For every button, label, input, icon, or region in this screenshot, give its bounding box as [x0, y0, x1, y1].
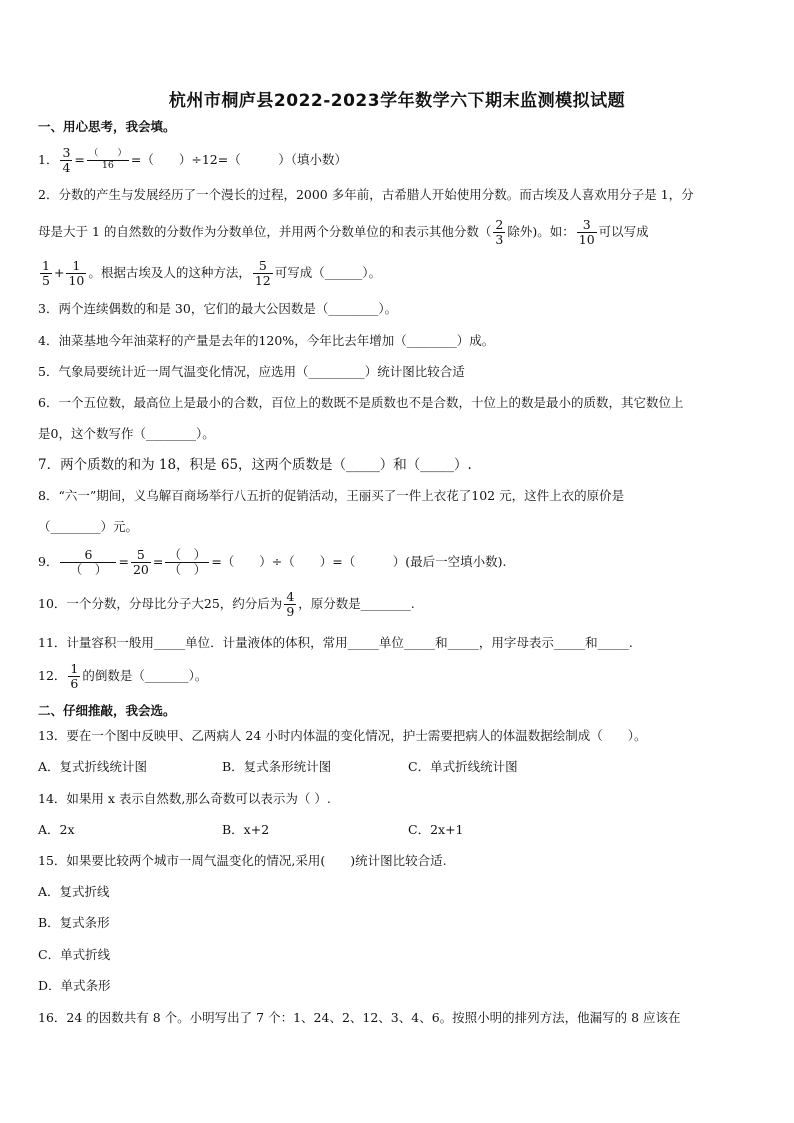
question-16: 16．24 的因数共有 8 个。小明写出了 7 个：1、24、2、12、3、4、6。按照小明的排列方法，他漏写的 8 应该在: [38, 1010, 681, 1025]
option-a: A．2x: [38, 822, 75, 837]
fraction: $\frac{( )}{16}$: [88, 148, 127, 171]
fraction: $\frac{5}{12}$: [254, 258, 271, 288]
question-2-line-3: $\frac{1}{5}$ + $\frac{1}{10}$ 。根据古埃及人的这种方法， $\frac{5}{12}$ 可写成（______）。: [42, 258, 382, 288]
option-a: A．复式折线: [38, 884, 110, 899]
question-8-line-2: （________）元。: [38, 519, 139, 534]
question-9: 9． $\frac{6}{( )}$ = $\frac{5}{20}$ = $\frac{( )}{( )}$ =（ ）÷（ ）=（ ）(最后一空填小数).: [38, 547, 507, 577]
question-11: 11．计量容积一般用_____单位．计量液体的体积，常用_____单位_____和_____，用字母表示_____和_____.: [38, 635, 633, 650]
section-heading-fill: 一、用心思考，我会填。: [38, 119, 176, 134]
page-title: 杭州市桐庐县2022-2023学年数学六下期末监测模拟试题: [168, 91, 626, 111]
option-c: C．单式折线: [38, 947, 111, 962]
fraction: $\frac{4}{9}$: [286, 589, 295, 619]
question-12: 12． $\frac{1}{6}$ 的倒数是（_______）。: [38, 661, 208, 691]
question-10: 10．一个分数，分母比分子大25，约分后为 $\frac{4}{9}$ ，原分数是________.: [38, 589, 415, 619]
fraction: $\frac{1}{5}$: [42, 258, 50, 288]
question-15: 15．如果要比较两个城市一周气温变化的情况,采用( )统计图比较合适.: [38, 853, 447, 868]
fraction: $\frac{6}{( )}$: [60, 548, 116, 577]
question-number: 1．: [38, 151, 59, 167]
option-c: C．2x+1: [408, 822, 464, 837]
fraction: $\frac{3}{10}$: [578, 217, 595, 247]
question-6-line-2: 是0，这个数写作（________）。: [38, 426, 215, 441]
question-number: 9．: [38, 553, 59, 569]
question-2-line-2: 母是大于 1 的自然数的分数作为分数单位，并用两个分数单位的和表示其他分数（ $\frac{2}{3}$ 除外)。如： $\frac{3}{10}$ 可以写成: [38, 217, 649, 247]
question-7: 7．两个质数的和为 18，积是 65，这两个质数是（_____）和（_____）.: [38, 457, 472, 473]
fraction: $\frac{1}{10}$: [68, 258, 85, 288]
option-b: B．复式条形: [38, 915, 110, 930]
fraction: $\frac{5}{20}$: [132, 547, 149, 577]
question-text: =（ ）÷12=（ ）（填小数）: [130, 151, 347, 167]
fraction: $\frac{2}{3}$: [495, 217, 504, 247]
question-14: 14．如果用 x 表示自然数,那么奇数可以表示为（ ）.: [38, 791, 331, 806]
option-b: B．x+2: [222, 822, 270, 837]
question-5: 5．气象局要统计近一周气温变化情况，应选用（_________）统计图比较合适: [38, 364, 465, 379]
section-heading-choice: 二、仔细推敲，我会选。: [38, 703, 176, 718]
question-2-line-1: 2．分数的产生与发展经历了一个漫长的过程，2000 多年前，古希腊人开始使用分数。而古埃及人喜欢用分子是 1，分: [38, 187, 694, 202]
option-d: D．单式条形: [38, 978, 111, 993]
option-b: B．复式条形统计图: [222, 759, 332, 774]
question-8-line-1: 8．“六一”期间，义乌解百商场举行八五折的促销活动，王丽买了一件上衣花了102 元，这件上衣的原价是: [38, 488, 625, 503]
fraction: $\frac{3}{4}$: [62, 145, 71, 175]
option-a: A．复式折线统计图: [38, 759, 148, 774]
question-number: 12．: [38, 667, 67, 683]
fraction: $\frac{( )}{( )}$: [165, 548, 209, 577]
fraction: $\frac{1}{6}$: [70, 661, 79, 691]
question-1: 1． $\frac{3}{4}$ = $\frac{( )}{16}$ =（ ）÷12=（ ）（填小数）: [38, 145, 347, 175]
question-text: =（ ）÷（ ）=（ ）(最后一空填小数).: [211, 553, 507, 569]
question-13: 13．要在一个图中反映甲、乙两病人 24 小时内体温的变化情况，护士需要把病人的体温数据绘制成（ ）。: [38, 728, 647, 743]
question-3: 3．两个连续偶数的和是 30，它们的最大公因数是（________）。: [38, 301, 398, 316]
question-6-line-1: 6．一个五位数，最高位上是最小的合数，百位上的数既不是质数也不是合数，十位上的数是最小的质数，其它数位上: [38, 395, 684, 410]
option-c: C．单式折线统计图: [408, 759, 518, 774]
question-4: 4．油菜基地今年油菜籽的产量是去年的120%，今年比去年增加（________）成。: [38, 333, 495, 348]
